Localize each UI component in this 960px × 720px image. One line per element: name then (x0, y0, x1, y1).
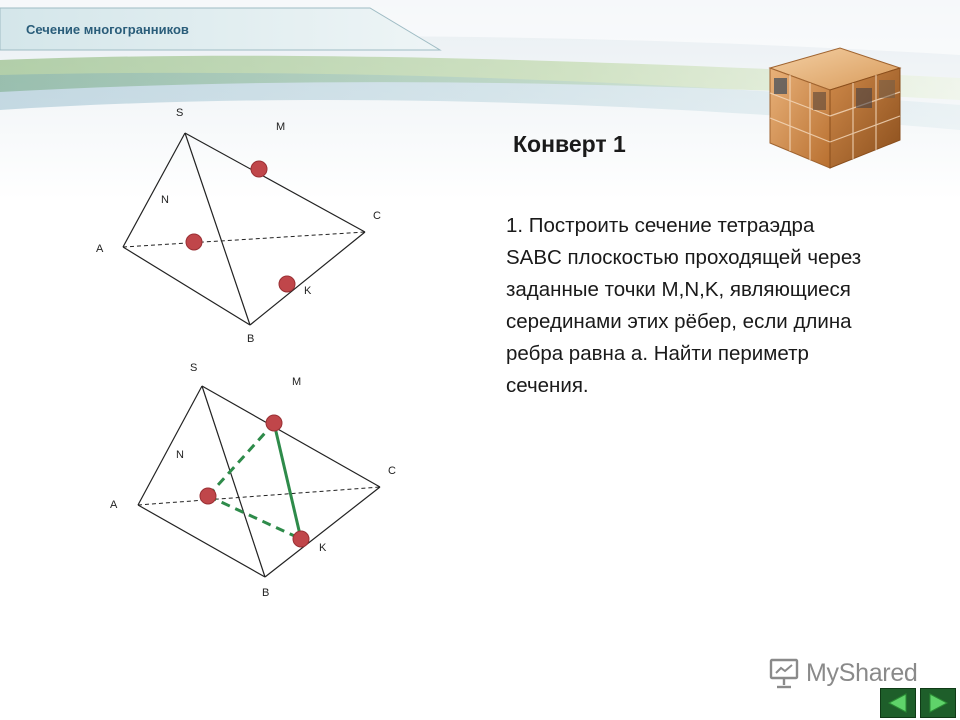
point-k (293, 531, 309, 547)
label-c: C (388, 465, 396, 477)
prev-slide-button[interactable] (880, 688, 916, 718)
edge-bc (250, 232, 365, 325)
task-text (506, 210, 936, 402)
label-b: B (262, 587, 270, 599)
task-line: заданные точки M,N,K, являющиеся (506, 278, 851, 301)
task-line: ребра равна а. Найти периметр (506, 342, 809, 365)
task-line: 1. Построить сечение тетраэдра (506, 214, 815, 237)
edge-bc (265, 487, 380, 577)
tetrahedron-bottom (110, 362, 396, 599)
point-n (186, 234, 202, 250)
edge-ab (138, 505, 265, 577)
presentation-icon (768, 656, 802, 690)
slide-navigation (880, 688, 956, 718)
task-line: серединами этих рёбер, если длина (506, 310, 852, 333)
left-triangle-icon (886, 692, 910, 714)
cube-logo-icon (760, 28, 910, 178)
label-s: S (176, 107, 184, 119)
watermark (768, 656, 918, 690)
point-k (279, 276, 295, 292)
label-c: C (373, 210, 381, 222)
next-slide-button[interactable] (920, 688, 956, 718)
header-title: Сечение многогранников (26, 22, 189, 37)
edge-ab (123, 247, 250, 325)
edge-ac-hidden (138, 487, 380, 505)
label-b: B (247, 333, 255, 345)
edge-sa (138, 386, 202, 505)
label-n: N (161, 194, 169, 206)
edge-sb (202, 386, 265, 577)
heading: Конверт 1 (513, 131, 626, 157)
task-line: SABC плоскостью проходящей через (506, 246, 862, 269)
label-a: A (110, 499, 118, 511)
section-nk (208, 496, 301, 539)
point-n (200, 488, 216, 504)
edge-sc (185, 133, 365, 232)
label-m: M (292, 376, 302, 388)
label-a: A (96, 243, 104, 255)
tetrahedron-diagrams (0, 95, 480, 615)
edge-ac-hidden (123, 232, 365, 247)
label-m: M (276, 121, 286, 133)
label-k: K (319, 542, 327, 554)
watermark-text: MyShared (806, 658, 918, 687)
edge-sa (123, 133, 185, 247)
edge-sb (185, 133, 250, 325)
point-m (251, 161, 267, 177)
tetrahedron-top (96, 107, 381, 345)
label-s: S (190, 362, 198, 374)
right-triangle-icon (926, 692, 950, 714)
task-line: сечения. (506, 374, 589, 397)
label-k: K (304, 285, 312, 297)
point-m (266, 415, 282, 431)
label-n: N (176, 449, 184, 461)
